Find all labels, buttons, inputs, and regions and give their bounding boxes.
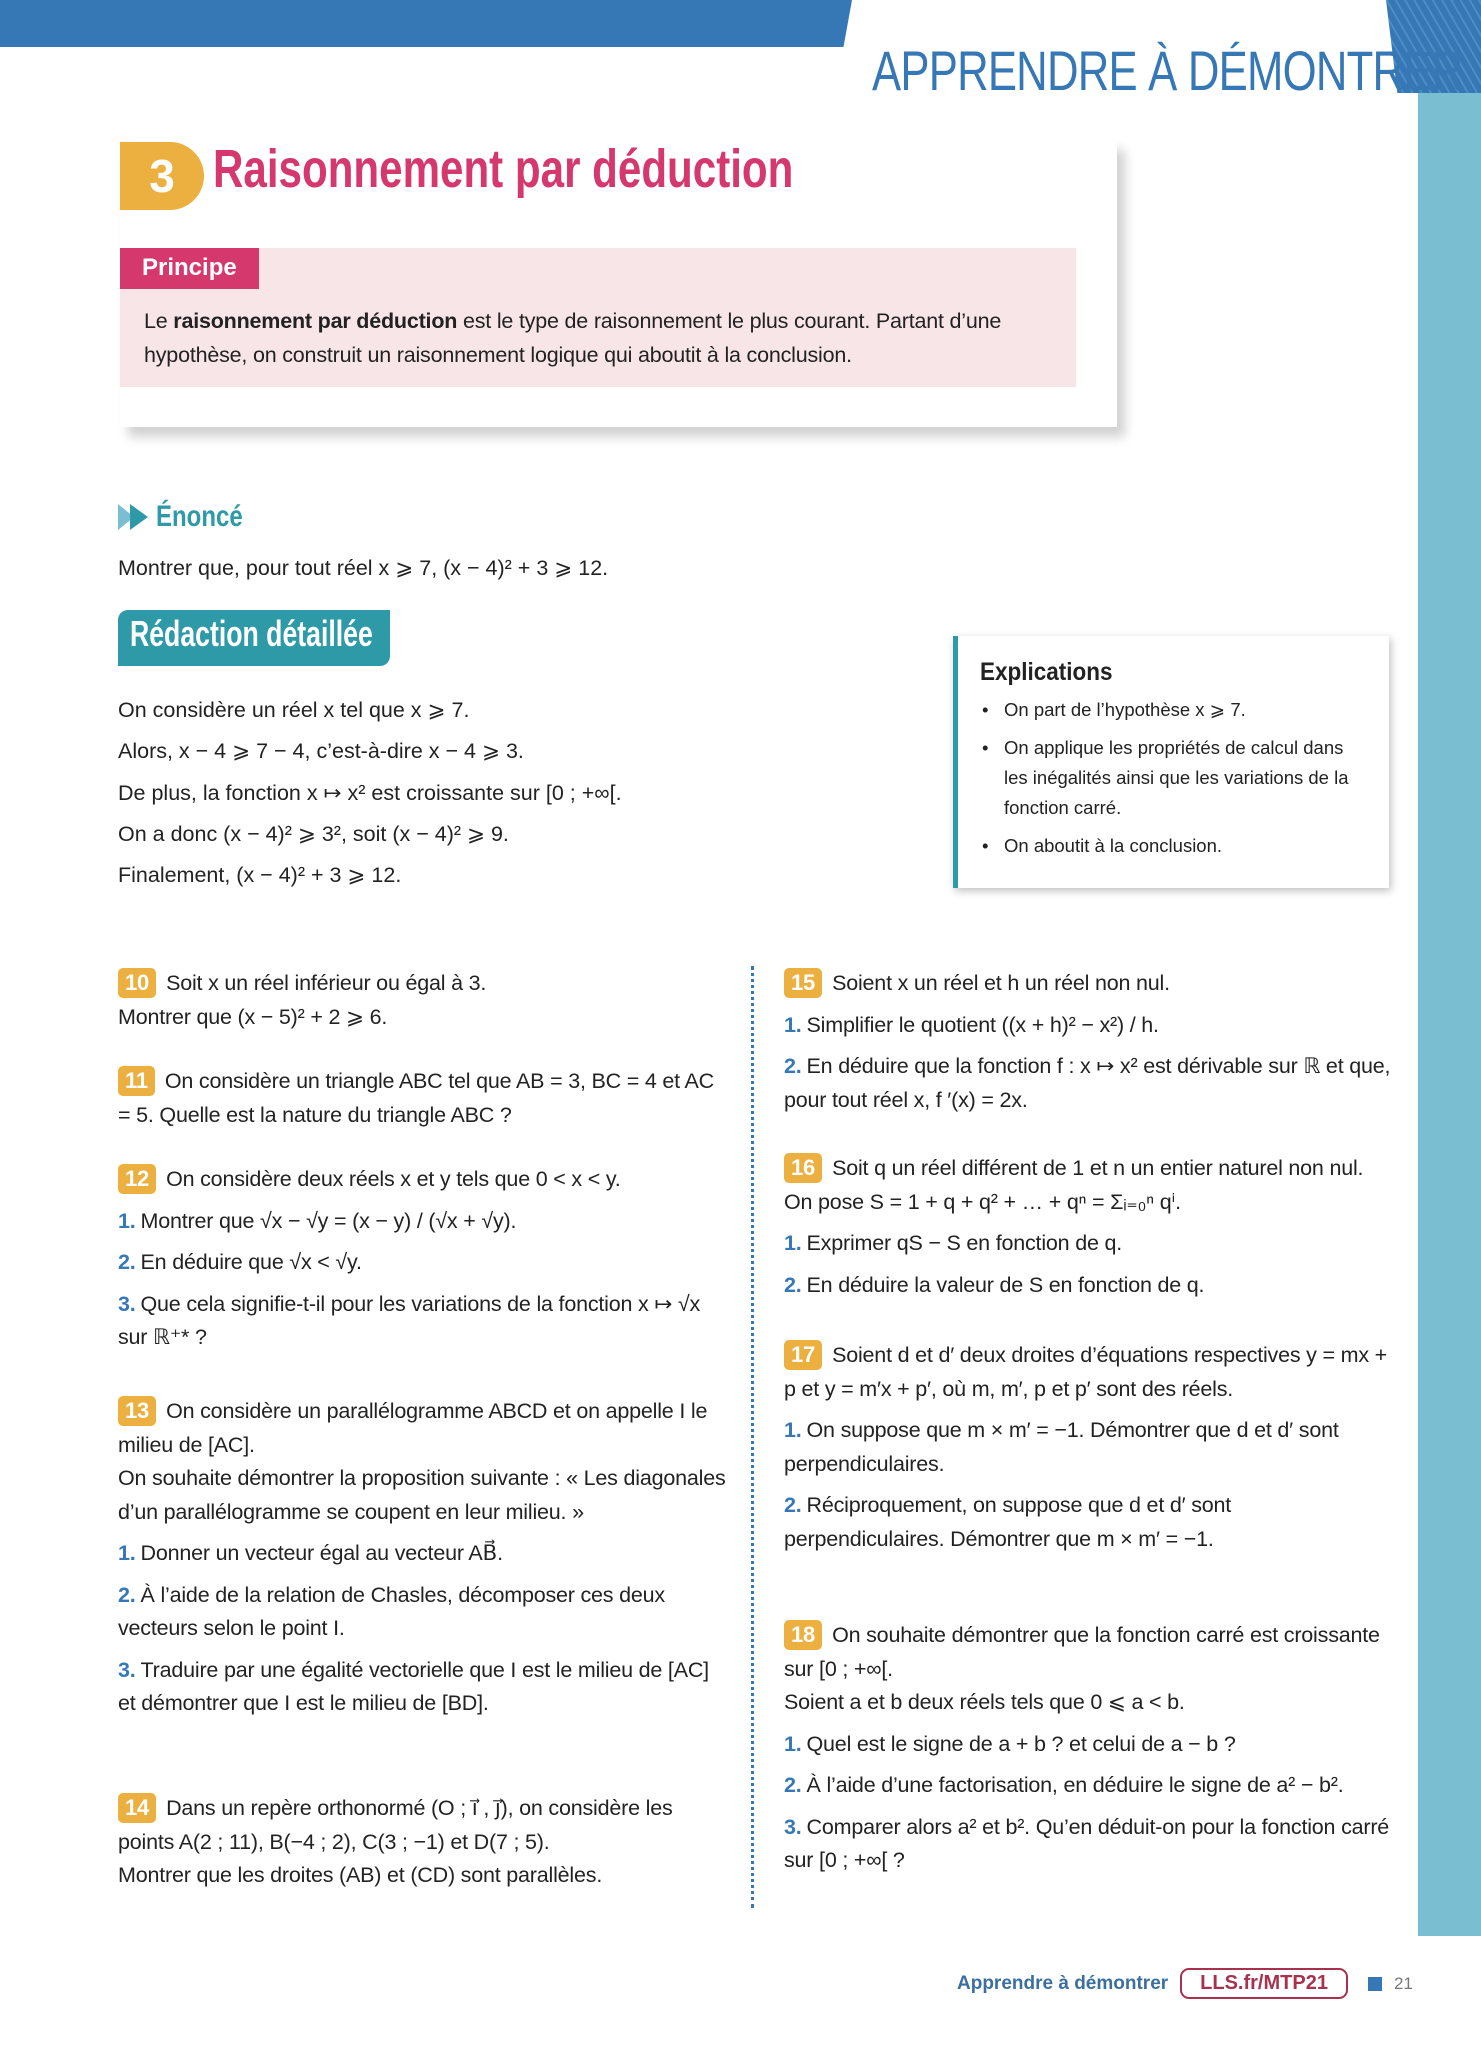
column-separator [751,966,754,1908]
exercise-question [784,1227,1392,1261]
exercise-intro: Montrer que les droites (AB) et (CD) sont parallèles. [118,1863,603,1887]
redaction-line: On considère un réel x tel que x ⩾ 7. [118,698,470,722]
exercise-intro: On souhaite démontrer que la fonction carré est croissante sur [0 ; +∞[. [784,1623,1380,1681]
exercise-number: 10 [118,968,156,998]
section-number: 3 [120,142,204,210]
exercise-question [118,1246,726,1280]
explication-item: • On aboutit à la conclusion. [980,831,1369,861]
question-number: 3. [118,1657,136,1682]
question-text: On suppose que m × m′ = −1. Démontrer que d et d′ sont perpendiculaires. [784,1418,1339,1476]
exercise-13 [118,1395,726,1721]
explications-title: Explications [980,658,1113,686]
question-number: 2. [784,1054,802,1078]
double-arrow-icon [118,502,152,532]
exercise-intro: Soient a et b deux réels tels que 0 ⩽ a < b. [784,1690,1185,1714]
exercise-number: 15 [784,968,822,998]
question-text: Que cela signifie-t-il pour les variations de la fonction x ↦ √x sur ℝ⁺* ? [118,1291,701,1349]
page-number: 21 [1393,1973,1413,1993]
footer [957,1968,1413,1999]
exercise-intro: On considère un triangle ABC tel que AB = 3, BC = 4 et AC = 5. Quelle est la nature du triangle ABC ? [118,1069,714,1127]
exercise-text [118,1462,726,1529]
principe-prefix: Le [144,309,174,333]
footer-link[interactable]: LLS.fr/MTP21 [1180,1968,1348,1999]
explications-box [953,636,1389,888]
exercise-number: 14 [118,1793,156,1823]
exercise-intro: Montrer que (x − 5)² + 2 ⩾ 6. [118,1004,388,1029]
question-text: Traduire par une égalité vectorielle que I est le milieu de [AC] et démontrer que I est le milieu de [BD]. [118,1657,709,1715]
exercise-number: 17 [784,1340,822,1370]
exercise-text [118,1792,726,1859]
question-number: 2. [118,1250,136,1274]
exercise-question [784,1269,1392,1303]
question-text: À l’aide de la relation de Chasles, décomposer ces deux vecteurs selon le point I. [118,1582,665,1640]
question-number: 2. [784,1493,802,1517]
exercise-question [118,1205,726,1239]
principe-label: Principe [120,248,259,289]
square-icon [1368,1977,1382,1991]
redaction-lines [118,690,622,896]
exercise-question [784,1811,1392,1878]
exercise-14 [118,1792,726,1893]
question-number: 2. [118,1582,136,1607]
question-text: En déduire la valeur de S en fonction de q. [806,1272,1205,1297]
exercise-11 [118,1065,726,1132]
exercise-question [118,1288,726,1355]
redaction-line: On a donc (x − 4)² ⩾ 3², soit (x − 4)² ⩾ 9. [118,821,509,846]
principe-bold: raisonnement par déduction [173,309,458,333]
principe-box [120,248,1076,387]
exercise-question [784,1414,1392,1481]
exercise-intro: On souhaite démontrer la proposition suivante : « Les diagonales d’un parallélogramme se coupent en leur milieu. » [118,1466,726,1524]
exercise-intro: Soit q un réel différent de 1 et n un entier naturel non nul. On pose S = 1 + q + q² + … + qⁿ = Σᵢ₌₀ⁿ qⁱ. [784,1156,1364,1214]
question-number: 1. [784,1012,802,1037]
question-text: En déduire que la fonction f : x ↦ x² est dérivable sur ℝ et que, pour tout réel x, f ′(x) = 2x. [784,1054,1391,1112]
question-text: Quel est le signe de a + b ? et celui de a − b ? [806,1731,1236,1756]
explication-item: • On applique les propriétés de calcul dans les inégalités ainsi que les variations de la fonction carré. [980,733,1369,823]
question-text: Montrer que √x − √y = (x − y) / (√x + √y). [140,1208,517,1233]
question-number: 1. [118,1208,136,1233]
section-title: Raisonnement par déduction [213,139,794,199]
exercise-question [118,1654,726,1721]
exercise-10 [118,967,726,1034]
principe-rest: est le type de raisonnement le plus courant. Partant d’une hypothèse, on construit un raisonnement logique qui aboutit à la conclusion. [144,309,1002,367]
exercise-question [784,1009,1392,1043]
exercise-question [118,1579,726,1646]
exercise-question [784,1769,1392,1803]
question-number: 3. [118,1291,136,1316]
exercise-18 [784,1619,1392,1878]
question-text: En déduire que √x < √y. [140,1250,362,1274]
exercise-text [118,1065,726,1132]
question-number: 1. [784,1418,802,1442]
footer-title: Apprendre à démontrer [957,1972,1169,1994]
exercise-number: 12 [118,1164,156,1194]
question-text: À l’aide d’une factorisation, en déduire le signe de a² − b². [806,1773,1344,1797]
exercise-text [784,1619,1392,1686]
redaction-line: Finalement, (x − 4)² + 3 ⩾ 12. [118,863,402,888]
exercise-text [784,1339,1392,1406]
exercise-intro: Soient d et d′ deux droites d’équations respectives y = mx + p et y = m′x + p′, où m, m′, p et p′ sont des réels. [784,1343,1388,1401]
redaction-line: Alors, x − 4 ⩾ 7 − 4, c’est-à-dire x − 4 ⩾ 3. [118,739,524,764]
exercise-12 [118,1163,726,1355]
exercise-text [118,1001,726,1035]
question-number: 1. [784,1731,802,1756]
question-text: Simplifier le quotient ((x + h)² − x²) / h. [806,1012,1159,1037]
side-strip [1418,93,1481,1936]
question-text: Donner un vecteur égal au vecteur AB⃗. [140,1541,503,1565]
redaction-label: Rédaction détaillée [130,613,373,654]
exercise-intro: Dans un repère orthonormé (O ; i⃗ , j⃗), on considère les points A(2 ; 11), B(−4 ; 2), C(3 ; −1) et D(7 ; 5). [118,1796,673,1854]
exercise-question [784,1050,1392,1117]
exercise-15 [784,967,1392,1117]
exercise-text [118,1859,726,1893]
question-number: 1. [784,1231,802,1255]
header-band [0,0,852,47]
exercise-question [784,1489,1392,1556]
redaction-heading [118,610,390,666]
question-text: Réciproquement, on suppose que d et d′ sont perpendiculaires. Démontrer que m × m′ = −1. [784,1493,1232,1551]
exercise-intro: Soit x un réel inférieur ou égal à 3. [166,971,487,995]
exercise-17 [784,1339,1392,1556]
exercise-intro: On considère deux réels x et y tels que 0 < x < y. [166,1167,621,1191]
explication-item: • On part de l’hypothèse x ⩾ 7. [980,695,1369,725]
exercise-number: 11 [118,1066,155,1096]
exercise-text [784,967,1392,1001]
exercise-number: 18 [784,1620,822,1650]
exercise-text [118,1395,726,1462]
exercise-intro: On considère un parallélogramme ABCD et on appelle I le milieu de [AC]. [118,1399,708,1457]
exercise-question [784,1728,1392,1762]
exercise-number: 13 [118,1396,156,1426]
exercise-text [118,1163,726,1197]
question-text: Comparer alors a² et b². Qu’en déduit-on pour la fonction carré sur [0 ; +∞[ ? [784,1814,1390,1872]
chapter-title: APPRENDRE À DÉMONTRER [872,39,1463,102]
exercise-text [784,1686,1392,1720]
question-number: 2. [784,1773,802,1797]
exercise-question [118,1537,726,1571]
exercise-number: 16 [784,1153,822,1183]
redaction-line: De plus, la fonction x ↦ x² est croissante sur [0 ; +∞[. [118,780,622,805]
exercise-16 [784,1152,1392,1302]
question-text: Exprimer qS − S en fonction de q. [806,1231,1123,1255]
question-number: 3. [784,1814,802,1839]
question-number: 1. [118,1541,136,1565]
enonce-statement: Montrer que, pour tout réel x ⩾ 7, (x − 4)² + 3 ⩾ 12. [118,556,609,580]
exercise-intro: Soient x un réel et h un réel non nul. [832,971,1170,995]
principe-text [144,304,1064,372]
exercise-text [784,1152,1392,1219]
enonce-heading [118,500,264,534]
enonce-label: Énoncé [156,500,243,533]
question-number: 2. [784,1272,802,1297]
exercise-text [118,967,726,1001]
